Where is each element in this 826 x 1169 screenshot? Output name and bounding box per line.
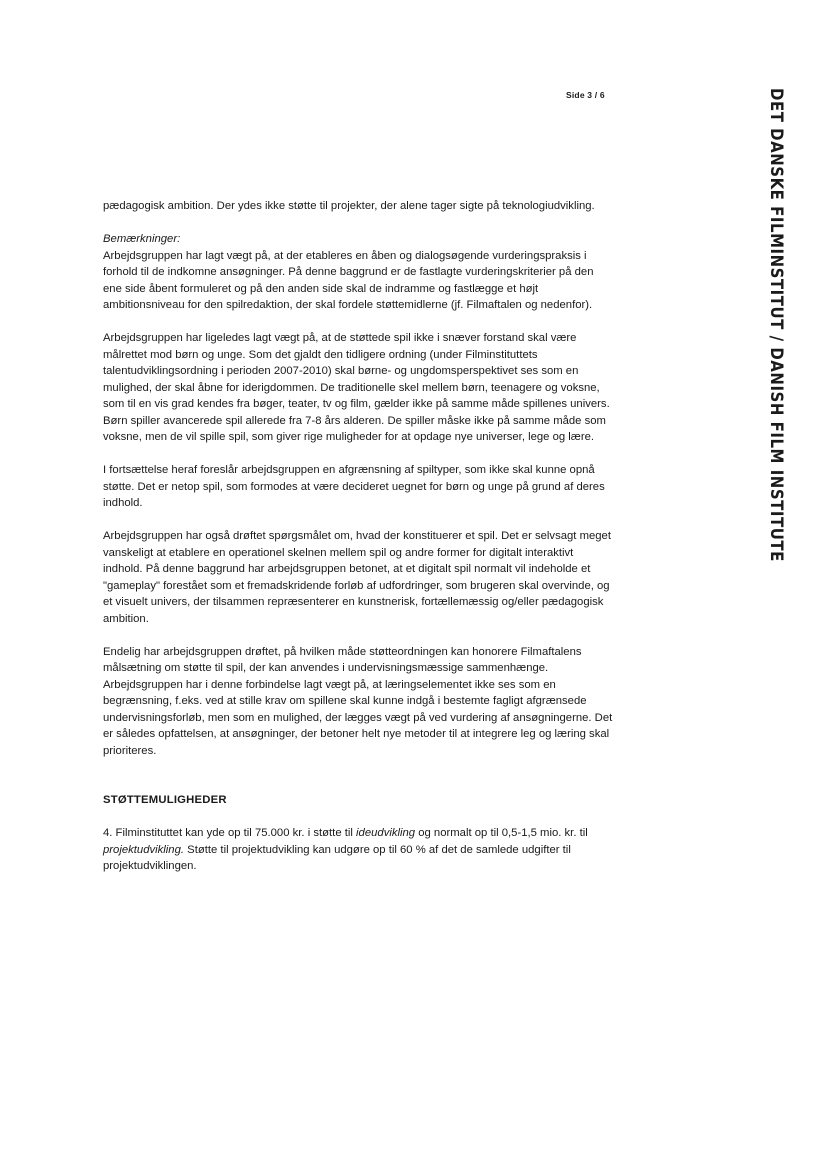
notes-heading: Bemærkninger: <box>103 233 181 245</box>
side-brand-text: DET DANSKE FILMINSTITUT / DANISH FILM INSTITUTE <box>766 88 786 562</box>
document-body <box>103 198 613 891</box>
paragraph-definition: Arbejdsgruppen har også drøftet spørgsmålet om, hvad der konstituerer et spil. Det er selvsagt meget vanskeligt at etablere en operationel skelnen mellem spil og andre former for digitalt interaktivt indhold. På denne baggrund har arbejdsgruppen betonet, at et digitalt spil normalt vil indeholde et "gameplay" forestået som et fremadskridende forløb af udfordringer, som brugeren skal overvinde, og et visuelt univers, der tilsammen repræsenterer en kunstnerisk, fortællemæssig og/eller pædagogisk ambition. <box>103 530 611 625</box>
section-heading: STØTTEMULIGHEDER <box>103 794 227 806</box>
side-brand-wrapper <box>764 88 788 568</box>
paragraph-limits: I fortsættelse heraf foreslår arbejdsgruppen en afgrænsning af spiltyper, som ikke skal kunne opnå støtte. Det er netop spil, som formodes at være decideret uegnet for børn og unge på grund af deres indhold. <box>103 464 605 509</box>
paragraph-4-ideudvikling: ideudvikling <box>356 827 416 839</box>
paragraph-4-part1: 4. Filminstituttet kan yde op til 75.000 kr. i støtte til <box>103 827 357 839</box>
paragraph-4-part2: og normalt op til 0,5-1,5 mio. kr. til <box>415 827 588 839</box>
paragraph-4-part3: Støtte til projektudvikling kan udgøre op til 60 % af det de samlede udgifter til projektudviklingen. <box>103 843 571 872</box>
paragraph-children: Arbejdsgruppen har ligeledes lagt vægt på, at de støttede spil ikke i snæver forstand skal være målrettet mod børn og unge. Som det gjaldt den tidligere ordning (under Filminstituttets talentudviklingsordning i perioden 2007-2010) skal børne- og ungdomsperspektivet ses som en mulighed, der skal åbne for iderigdommen. De traditionelle skel mellem børn, teenagere og voksne, som til en vis grad kendes fra bøger, teater, tv og film, gælder ikke på samme måde spillenes univers. Børn spiller avancerede spil allerede fra 7-8 års alderen. De spiller måske ikke på samme måde som voksne, men de vil spille spil, som giver rige muligheder for at opdage nye universer, lege og lære. <box>103 332 610 443</box>
paragraph-notes: Arbejdsgruppen har lagt vægt på, at der etableres en åben og dialogsøgende vurderingspraksis i forhold til de indkomne ansøgninger. På denne baggrund er de fastlagte vurderingskriterier på den ene side åbent formuleret og på den anden side skal de indramme og fastlægge et højt ambitionsniveau for den spilredaktion, der skal fordele støttemidlerne (jf. Filmaftalen og nedenfor). <box>103 249 594 311</box>
paragraph-intro: pædagogisk ambition. Der ydes ikke støtte til projekter, der alene tager sigte på teknologiudvikling. <box>103 200 595 212</box>
paragraph-4 <box>103 825 613 875</box>
paragraph-education: Endelig har arbejdsgruppen drøftet, på hvilken måde støtteordningen kan honorere Filmaftalens målsætning om støtte til spil, der kan anvendes i undervisningsmæssige sammenhænge. Arbejdsgruppen har i denne forbindelse lagt vægt på, at læringselementet ikke ses som en begrænsning, f.eks. ved at stille krav om spillene skal kunne indgå i bestemte fagligt afgrænsede undervisningsforløb, men som en mulighed, der lægges vægt på ved vurdering af ansøgningerne. Det er således opfattelsen, at ansøgninger, der betoner helt nye metoder til at integrere leg og læring skal prioriteres. <box>103 645 613 757</box>
paragraph-4-projektudvikling: projektudvikling. <box>103 843 185 856</box>
page-number: Side 3 / 6 <box>566 90 605 100</box>
